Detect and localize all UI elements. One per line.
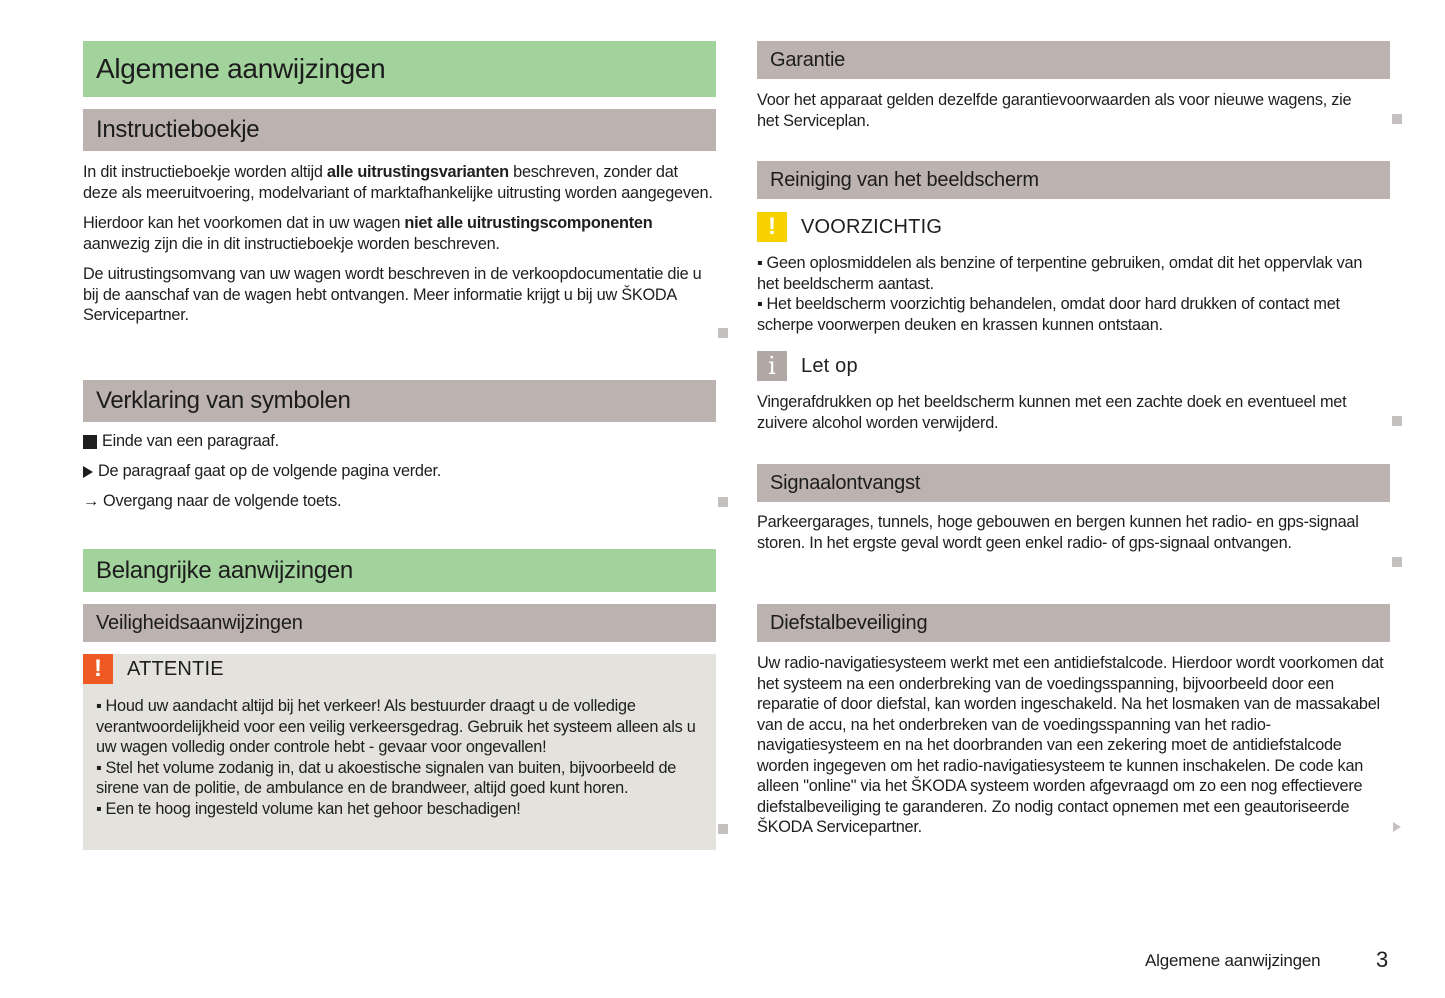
section-title: Diefstalbeveiliging (770, 611, 928, 634)
note-body: Vingerafdrukken op het beeldscherm kunnen met een zachte doek en eventueel met zuivere alcohol worden verwijderd. (757, 393, 1347, 432)
end-of-paragraph-icon (718, 824, 728, 834)
text: In dit instructieboekje worden altijd (83, 163, 327, 181)
warning-box (83, 654, 716, 850)
warning-bullet: ▪ Houd uw aandacht altijd bij het verkeer! Als bestuurder draagt u de volledige verantwoordelijkheid voor een veilig verkeersgedrag. Gebruik het systeem alleen als u uw wagen volledig onder controle hebt - gevaar voor ongevallen! (96, 696, 708, 758)
section-heading-instructieboekje (83, 109, 716, 151)
info-icon: i (757, 351, 787, 381)
section-heading-symbolen (83, 380, 716, 422)
end-of-paragraph-icon (1392, 416, 1402, 426)
note-title: Let op (801, 355, 858, 377)
section-heading-signaal (757, 464, 1390, 502)
symbol-description: Overgang naar de volgende toets. (103, 492, 342, 510)
paragraph (83, 162, 716, 203)
section-heading-veiligheid (83, 604, 716, 642)
section-title: Veiligheidsaanwijzingen (96, 611, 303, 634)
page-number: 3 (1376, 947, 1389, 972)
symbol-row (83, 492, 341, 511)
bold-text: niet alle uitrustingscomponenten (404, 214, 653, 232)
section-heading-diefstal (757, 604, 1390, 642)
text: Hierdoor kan het voorkomen dat in uw wagen (83, 214, 405, 232)
section-heading-reiniging (757, 161, 1390, 199)
section-title: Instructieboekje (96, 116, 260, 143)
symbol-row (83, 432, 279, 451)
warning-bullet: ▪ Een te hoog ingesteld volume kan het gehoor beschadigen! (96, 799, 708, 820)
end-of-paragraph-square-icon (83, 435, 97, 449)
signaal-body: Parkeergarages, tunnels, hoge gebouwen en bergen kunnen het radio- en gps-signaal storen. In het ergste geval wordt geen enkel radio- of gps-signaal ontvangen. (757, 513, 1359, 552)
section-title: Verklaring van symbolen (96, 387, 351, 414)
caution-title: VOORZICHTIG (801, 216, 943, 238)
section-title: Belangrijke aanwijzingen (96, 556, 353, 584)
section-title: Reiniging van het beeldscherm (770, 168, 1039, 191)
caution-exclamation-icon: ! (757, 212, 787, 242)
section-heading-garantie (757, 41, 1390, 79)
symbol-row (83, 462, 441, 481)
caution-bullet: ▪ Het beeldscherm voorzichtig behandelen, omdat door hard drukken of contact met scherpe voorwerpen deuken en krassen kunnen ontstaan. (757, 294, 1382, 335)
warning-title: ATTENTIE (127, 658, 224, 680)
paragraph: De uitrustingsomvang van uw wagen wordt beschreven in de verkoopdocumentatie die u bij de aanschaf van de wagen hebt ontvangen. Meer informatie krijgt u bij uw ŠKODA Servicepartner. (83, 265, 702, 324)
warning-bullet: ▪ Stel het volume zodanig in, dat u akoestische signalen van buiten, bijvoorbeeld de sirene van de politie, de ambulance en de brandweer, altijd goed kunt horen. (96, 758, 708, 799)
diefstal-body: Uw radio-navigatiesysteem werkt met een antidiefstalcode. Hierdoor wordt voorkomen dat het systeem na een onderbreking van de voedingsspanning, bijvoorbeeld door een reparatie of door diefstal, kan worden ingeschakeld. Na het losmaken van de massakabel van de accu, na het onderbreken van de voedingsspanning van het radio-navigatiesysteem en na het doorbranden van een zekering moet de antidiefstalcode worden ingegeven om het radio-navigatiesysteem te kunnen inschakelen. De code kan alleen "online" via het ŠKODA systeem worden afgevraagd om zo een nog effectievere diefstalbeveiliging te garanderen. Zo nodig contact opnemen met een geautoriseerde ŠKODA Servicepartner. (757, 654, 1384, 836)
chapter-heading (83, 41, 716, 97)
bold-text: alle uitrustingsvarianten (326, 163, 509, 181)
section-title: Garantie (770, 48, 846, 71)
end-of-paragraph-icon (1392, 557, 1402, 567)
warning-body (96, 696, 708, 819)
text: aanwezig zijn die in dit instructieboekje worden beschreven. (83, 234, 500, 253)
symbol-description: De paragraaf gaat op de volgende pagina verder. (98, 462, 442, 480)
warning-exclamation-icon: ! (83, 654, 113, 684)
end-of-paragraph-icon (1392, 114, 1402, 124)
end-of-paragraph-icon (718, 497, 728, 507)
arrow-right-icon: → (83, 492, 100, 510)
caution-bullet: ▪ Geen oplosmiddelen als benzine of terpentine gebruiken, omdat dit het oppervlak van het beeldscherm aantast. (757, 253, 1382, 294)
footer-section-title: Algemene aanwijzingen (1145, 951, 1321, 970)
paragraph (83, 213, 716, 254)
garantie-body: Voor het apparaat gelden dezelfde garantievoorwaarden als voor nieuwe wagens, zie het Serviceplan. (757, 91, 1352, 130)
continue-on-next-page-icon (1393, 822, 1401, 832)
text: beschreven, zonder dat deze als meeruitvoering, modelvariant of marktafhankelijke uitrusting worden aangegeven. (83, 163, 713, 202)
section-title: Signaalontvangst (770, 471, 921, 494)
end-of-paragraph-icon (718, 328, 728, 338)
chapter-subheading-belangrijk (83, 549, 716, 592)
caution-body (757, 253, 1382, 335)
continue-triangle-icon (83, 466, 93, 478)
symbol-description: Einde van een paragraaf. (102, 432, 279, 450)
instructieboekje-body (83, 162, 716, 326)
chapter-title: Algemene aanwijzingen (96, 53, 386, 84)
